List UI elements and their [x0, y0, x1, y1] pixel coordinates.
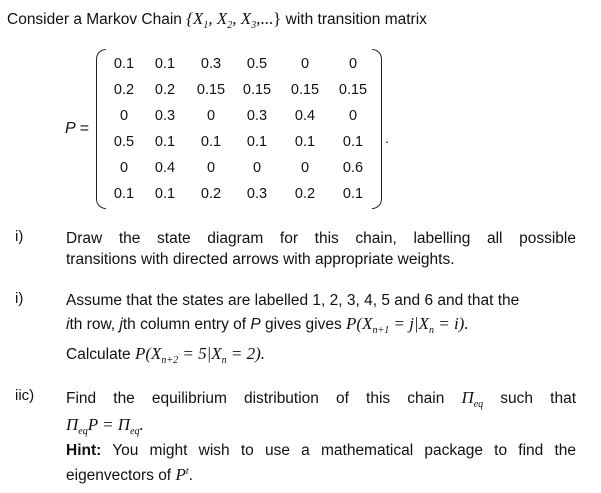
- matrix-cell: 0.15: [338, 82, 368, 98]
- matrix-cell: 0: [119, 108, 129, 124]
- q3-text: [66, 387, 576, 486]
- q3-equation: $\Pi_{eq}P = \Pi_{eq}$.: [66, 415, 144, 437]
- q3-hint: Hint: You might wish to use a mathematical package to find the: [66, 442, 576, 459]
- q2-text: [66, 290, 519, 367]
- matrix-cell: 0.2: [200, 186, 222, 202]
- matrix-cell: 0: [348, 108, 358, 124]
- q3-line4: eigenvectors of $P^t$.: [66, 465, 193, 485]
- transition-matrix: [96, 49, 382, 209]
- matrix-cell: 0.2: [154, 82, 176, 98]
- matrix-cell: 0: [206, 160, 216, 176]
- matrix-row: [106, 77, 376, 103]
- q1-line2: transitions with directed arrows with appropriate weights.: [66, 251, 455, 268]
- q3-label: iic): [15, 387, 35, 404]
- matrix-cell: 0.6: [342, 160, 364, 176]
- matrix-symbol: P =: [65, 120, 89, 137]
- matrix-row: [106, 155, 376, 181]
- left-bracket: [96, 49, 106, 209]
- q2-conditional-prob: $P(X_{n+1} = j|X_n = i)$.: [346, 314, 469, 336]
- q2-line1: Assume that the states are labelled 1, 2, 3, 4, 5 and 6 and that the: [66, 292, 520, 309]
- matrix-cell: 0: [300, 160, 310, 176]
- matrix-grid: [106, 51, 376, 207]
- matrix-cell: 0.2: [113, 82, 135, 98]
- matrix-cell: 0.3: [246, 186, 268, 202]
- intro-suffix: with transition matrix: [281, 11, 427, 28]
- matrix-cell: 0.1: [294, 134, 316, 150]
- intro-prefix: Consider a Markov Chain: [7, 11, 187, 28]
- matrix-cell: 0.3: [154, 108, 176, 124]
- matrix-cell: 0.1: [200, 134, 222, 150]
- matrix-cell: 0.15: [242, 82, 272, 98]
- matrix-cell: 0.1: [342, 134, 364, 150]
- matrix-row: [106, 51, 376, 77]
- q3-line1: Find the equilibrium distribution of this chain $\Pi_{eq}$ such that: [66, 388, 576, 410]
- intro-sentence: [7, 9, 427, 29]
- matrix-cell: 0.3: [246, 108, 268, 124]
- matrix-row: [106, 103, 376, 129]
- matrix-cell: 0: [300, 56, 310, 72]
- q2-line2: ith row, jth column entry of P gives gives $P(X_{n+1} = j|X_n = i)$.: [66, 314, 469, 336]
- matrix-cell: 0.5: [246, 56, 268, 72]
- matrix-cell: 0.5: [113, 134, 135, 150]
- matrix-cell: 0.1: [154, 186, 176, 202]
- q1-label: i): [15, 228, 24, 245]
- matrix-cell: 0.1: [342, 186, 364, 202]
- matrix-cell: 0.4: [154, 160, 176, 176]
- matrix-cell: 0.15: [196, 82, 226, 98]
- matrix-cell: 0.1: [154, 56, 176, 72]
- matrix-cell: 0.2: [294, 186, 316, 202]
- matrix-row: [106, 181, 376, 207]
- matrix-row: [106, 129, 376, 155]
- matrix-cell: 0.3: [200, 56, 222, 72]
- matrix-cell: 0.1: [154, 134, 176, 150]
- matrix-cell: 0: [252, 160, 262, 176]
- matrix-cell: 0: [119, 160, 129, 176]
- matrix-cell: 0.1: [246, 134, 268, 150]
- q1-line1: Draw the state diagram for this chain, labelling all possible: [66, 230, 576, 247]
- q1-text: [66, 228, 576, 270]
- q2-target-prob: $P(X_{n+2} = 5|X_n = 2)$.: [134, 344, 266, 366]
- matrix-cell: 0.1: [113, 186, 135, 202]
- matrix-cell: 0: [348, 56, 358, 72]
- matrix-cell: 0: [206, 108, 216, 124]
- matrix-period: .: [385, 130, 389, 146]
- q2-line3: Calculate $P(X_{n+2} = 5|X_n = 2)$.: [66, 344, 266, 366]
- matrix-cell: 0.15: [290, 82, 320, 98]
- matrix-cell: 0.1: [113, 56, 135, 72]
- chain-set: {$X_1$, $X_2$, $X_3$,...}: [186, 9, 282, 31]
- q2-label: i): [15, 290, 24, 307]
- matrix-cell: 0.4: [294, 108, 316, 124]
